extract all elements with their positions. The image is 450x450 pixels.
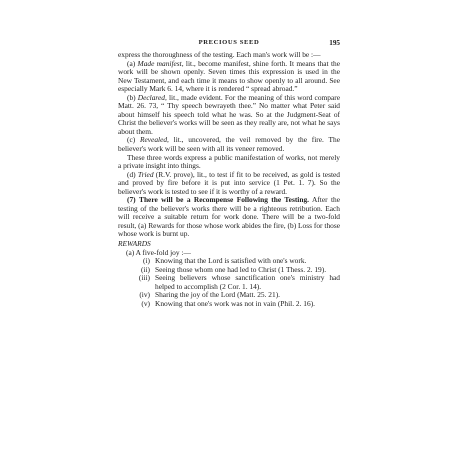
running-title: PRECIOUS SEED bbox=[198, 39, 260, 46]
item-b-paragraph bbox=[118, 94, 340, 137]
list-item-number: (iv) bbox=[139, 290, 150, 300]
list-item-text: Knowing that the Lord is satisfied with one's work. bbox=[155, 256, 307, 266]
list-item bbox=[128, 274, 340, 291]
summary-paragraph bbox=[118, 154, 340, 171]
summary-text: These three words express a public manifestation of works, not merely a private insight into things. bbox=[118, 152, 340, 171]
section-7-paragraph bbox=[118, 196, 340, 239]
item-b-term: Declared, bbox=[137, 92, 167, 102]
item-b-text: lit., made evident. For the meaning of this word compare Matt. 26. 73, “ Thy speech bewrayeth thee.” No matter what Peter said about himself his speech told what he was. So at the Judgment-Seat of Christ the believer's works will be seen as they really are, not what he says about them. bbox=[118, 92, 340, 136]
section-7-text: After the testing of the believer's works there will be a righteous retribution. Each will receive a suitable return for work done. There will be a two-fold result, (a) Rewards for those whose work abides the fire, (b) Loss for those whose work is burnt up. bbox=[118, 195, 340, 239]
item-c-paragraph bbox=[118, 136, 340, 153]
item-a-term: Made manifest, bbox=[137, 58, 184, 68]
list-item-text: Seeing believers whose sanctification one's ministry had helped to accomplish (2 Cor. 1. 14). bbox=[155, 273, 340, 291]
item-d-text: (R.V. prove), lit., to test if fit to be received, as gold is tested and proved by fire before it is put into service (1 Pet. 1. 7). So the believer's work is tested to see if it is worthy of a reward. bbox=[118, 169, 340, 196]
item-a-paragraph bbox=[118, 60, 340, 94]
list-item-text: Knowing that one's work was not in vain (Phil. 2. 16). bbox=[155, 298, 316, 308]
list-item-text: Sharing the joy of the Lord (Matt. 25. 21). bbox=[155, 290, 281, 300]
item-d-paragraph bbox=[118, 171, 340, 197]
list-item-number: (v) bbox=[141, 298, 150, 308]
section-7-title: There will be a Recompense Following the Testing. bbox=[139, 195, 309, 205]
list-item-number: (iii) bbox=[138, 273, 150, 283]
section-7-label: (7) bbox=[127, 195, 136, 205]
list-item bbox=[128, 300, 340, 309]
book-page bbox=[118, 39, 340, 308]
item-a-text: lit., become manifest, shine forth. It means that the work will be shown openly. Seven times this expression is used in the New Testament, and each time it means to show openly to all around. See especially Mark 6. 14, where it is rendered “ spread abroad.” bbox=[118, 58, 340, 94]
page-number: 195 bbox=[329, 39, 340, 47]
rewards-lead: (a) A five-fold joy :— bbox=[126, 247, 191, 257]
intro-text: express the thoroughness of the testing. Each man's work will be :— bbox=[118, 50, 321, 59]
item-c-text: lit., uncovered, the veil removed by the fire. The believer's work will be seen with all its veneer removed. bbox=[118, 135, 340, 154]
rewards-heading: REWARDS bbox=[118, 239, 151, 249]
item-c-term: Revealed, bbox=[139, 135, 169, 145]
item-c-label: (c) bbox=[127, 135, 136, 145]
item-b-label: (b) bbox=[127, 92, 136, 102]
item-a-label: (a) bbox=[127, 58, 136, 68]
item-d-term: Tried bbox=[137, 169, 154, 179]
item-d-label: (d) bbox=[127, 169, 136, 179]
list-item-number: (ii) bbox=[140, 264, 150, 274]
list-item-number: (i) bbox=[143, 256, 150, 266]
rewards-list bbox=[118, 257, 340, 308]
page-header bbox=[118, 39, 340, 50]
list-item-text: Seeing those whom one had led to Christ (1 Thess. 2. 19). bbox=[155, 264, 327, 274]
